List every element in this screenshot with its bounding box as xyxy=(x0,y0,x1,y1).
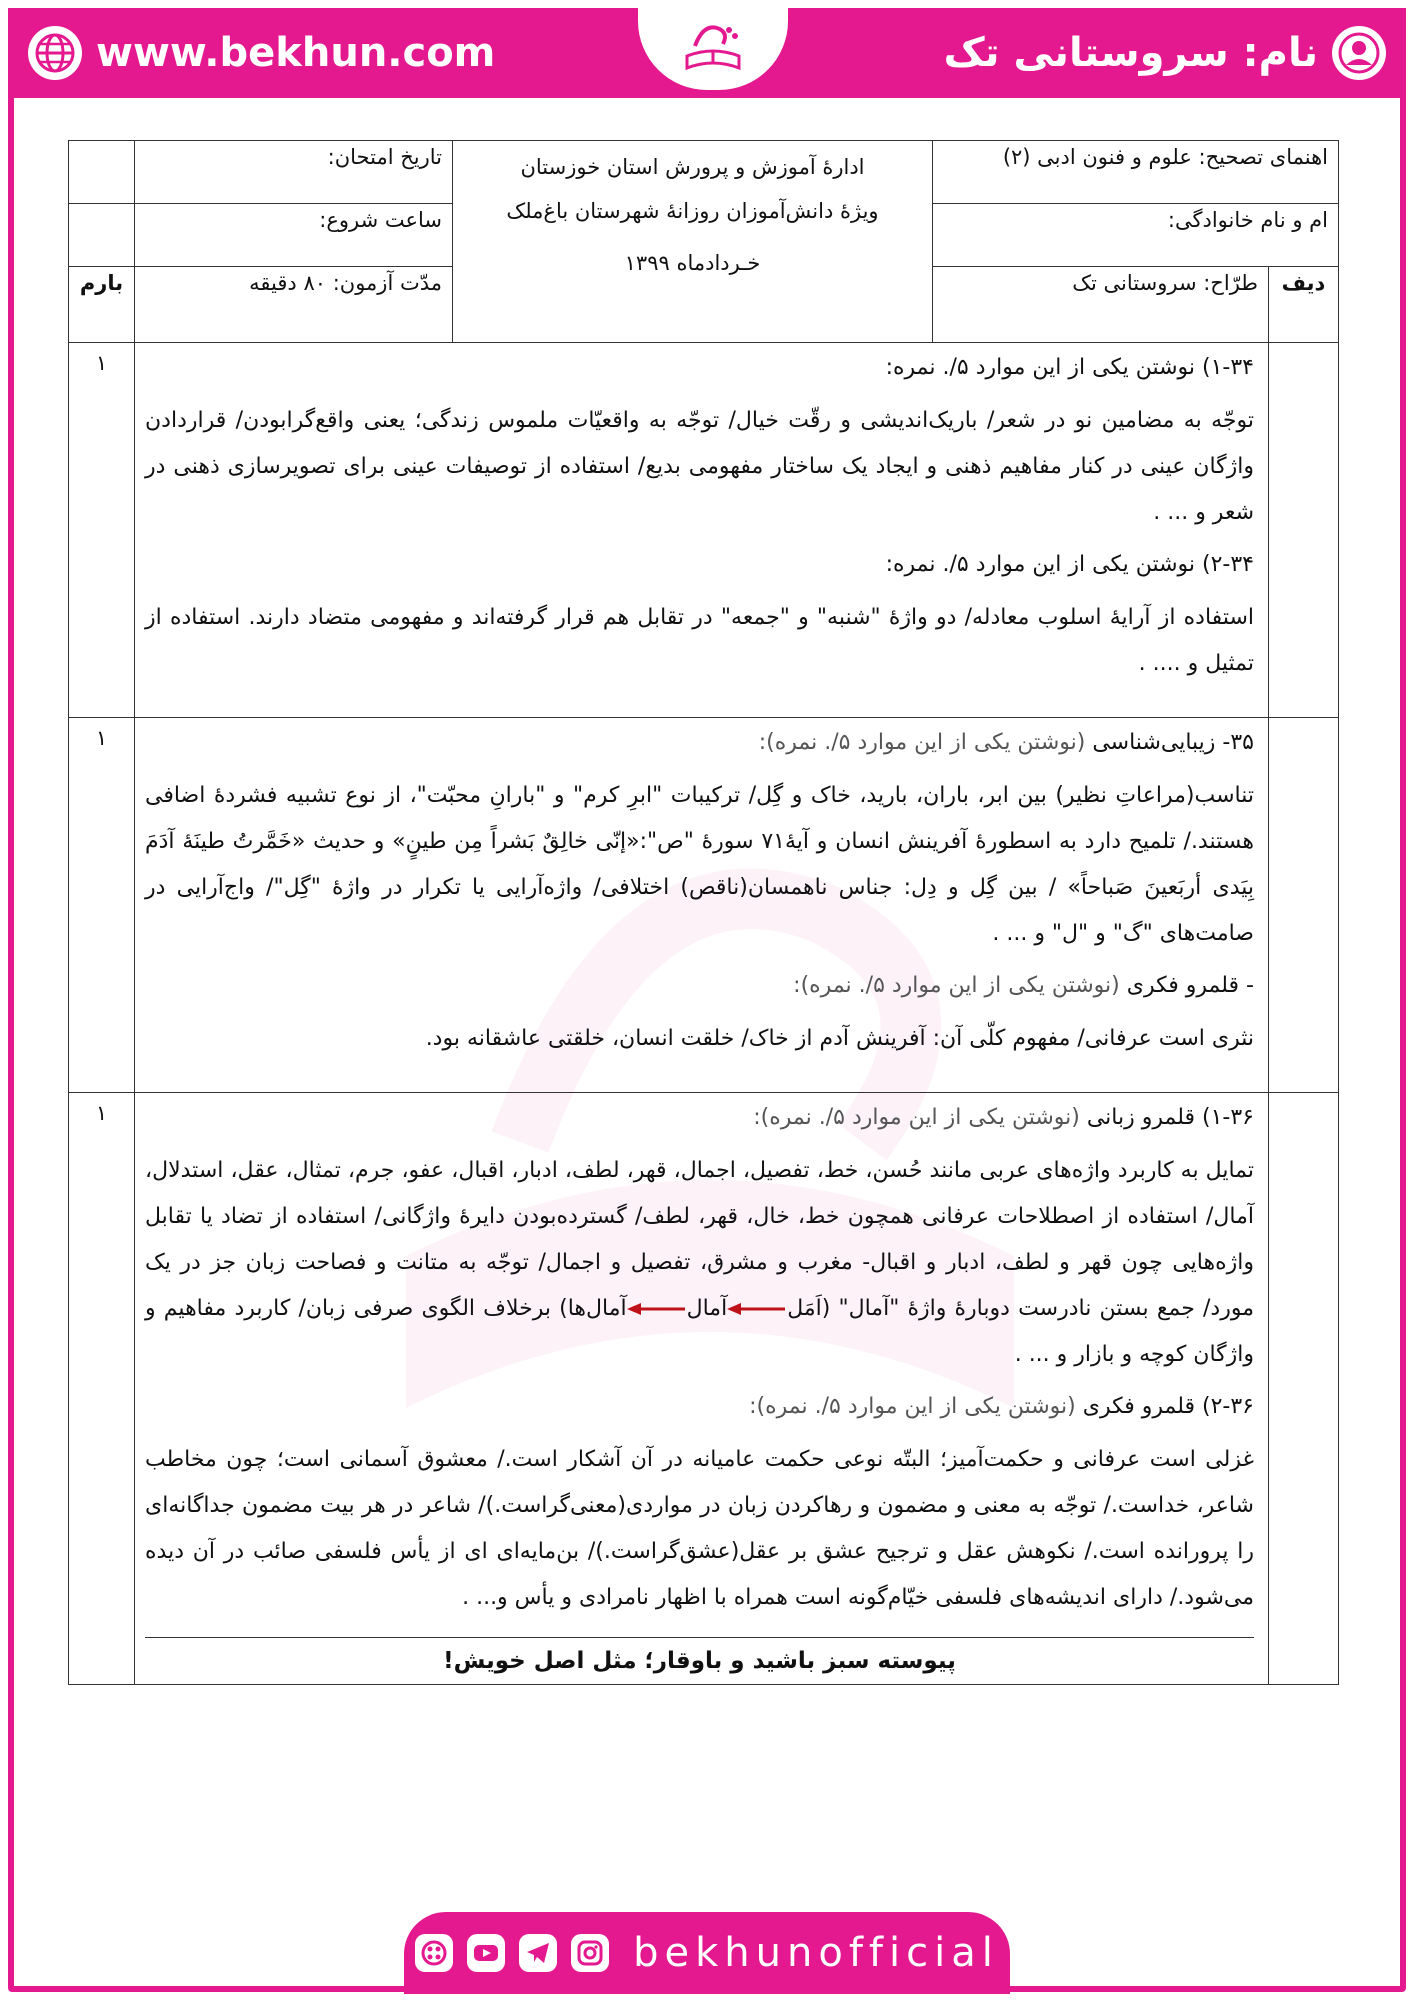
question-36 xyxy=(135,1093,1269,1685)
question-title: ۱-۳۴) نوشتن یکی از این موارد ۵/. نمره: xyxy=(885,355,1254,380)
answer-text: توجّه به مضامین نو در شعر/ باریک‌اندیشی و رقّت خیال/ توجّه به واقعیّات ملموس زندگی؛ یعنی واقع‌گرابودن/ قراردادن واژگان عینی در کنار مفاهیم ذهنی و ایجاد یک ساختار مفهومی بدیع/ استفاده از توصیفات عینی برای تصویرسازی ذهنی در شعر و ... . xyxy=(145,408,1254,525)
date-label: تاریخ امتحان: xyxy=(135,141,453,204)
arrow-left-icon xyxy=(627,1302,687,1316)
answer-text: تناسب(مراعاتِ نظیر) بین ابر، باران، بارید، خاک و گِل/ ترکیبات "ابرِ کرم" و "بارانِ محبّت"، از نوع تشبیه فشردهٔ اضافی هستند./ تلمیح دارد به اسطورهٔ آفرینش انسان و آیهٔ۷۱ سورهٔ "ص":«إنّی خالِقٌ بَشراً مِن طینٍ» و حدیث «خَمَّرتُ طینَهٔ آدَمَ بِیَدی أربَعینَ صَباحاً» / بین گِل و دِل: جناس ناهمسان(ناقص) اختلافی/ واژه‌آرایی یا تکرار در واژهٔ "گِل"/ واج‌آرایی در صامت‌های "گ" و "ل" و ... . xyxy=(145,783,1254,946)
author-name-text: نام: سروستانی تک xyxy=(943,30,1318,76)
question-title: ۲-۳۴) نوشتن یکی از این موارد ۵/. نمره: xyxy=(885,552,1254,577)
question-title: ۲-۳۶) قلمرو فکری xyxy=(1082,1394,1254,1419)
duration: مدّت آزمون: ۸۰ دقیقه xyxy=(135,267,453,343)
answer-text: استفاده از آرایهٔ اسلوب معادله/ دو واژهٔ "شنبه" و "جمعه" در تقابل هم قرار گرفته‌اند و مفهومی متضاد دارند. استفاده از تمثیل و .... . xyxy=(145,605,1254,676)
exam-center-info xyxy=(453,141,933,343)
social-bar xyxy=(404,1912,1010,1994)
question-title: ۱-۳۶) قلمرو زبانی xyxy=(1086,1105,1254,1130)
author-name xyxy=(944,24,1386,82)
designer: طرّاح: سروستانی تک xyxy=(933,267,1269,343)
aparat-icon[interactable] xyxy=(415,1934,453,1972)
question-35 xyxy=(135,718,1269,1093)
exam-date: خـردادماه ۱۳۹۹ xyxy=(624,251,761,275)
question-points: (نوشتن یکی از این موارد ۵/. نمره): xyxy=(753,1105,1087,1130)
score-value: ۱ xyxy=(69,1093,135,1685)
answer-text: نثری است عرفانی/ مفهوم کلّی آن: آفرینش آدم از خاک/ خلقت انسان، خلقتی عاشقانه بود. xyxy=(425,1026,1254,1051)
dept-name: ادارهٔ آموزش و پرورش استان خوزستان xyxy=(520,155,865,179)
telegram-icon[interactable] xyxy=(519,1934,557,1972)
score-value: ۱ xyxy=(69,343,135,718)
question-points: (نوشتن یکی از این موارد ۵/. نمره): xyxy=(758,730,1093,755)
question-points: (نوشتن یکی از این موارد ۵/. نمره): xyxy=(793,973,1127,998)
exam-answer-table xyxy=(68,140,1339,1685)
start-label: ساعت شروع: xyxy=(135,204,453,267)
question-34 xyxy=(135,343,1269,718)
question-points: (نوشتن یکی از این موارد ۵/. نمره): xyxy=(749,1394,1083,1419)
school-name: ویژهٔ دانش‌آموزان روزانهٔ شهرستان باغ‌ملک xyxy=(506,199,879,223)
arrow-left-icon xyxy=(727,1302,787,1316)
answer-text: تمایل به کاربرد واژه‌های عربی مانند حُسن، خط، تفصیل، اجمال، قهر، لطف، ادبار، اقبال، عفو، جرم، تمثال، عقل، استدلال، آمال/ استفاده از اصطلاحات عرفانی همچون خط، خال، قهر، لطف/ گسترده‌بودن دایرهٔ واژگانی/ استفاده از تضاد یا تقابل واژه‌هایی چون قهر و لطف، ادبار و اقبال- مغرب و مشرق، تفصیل و اجمال/ توجّه به متانت و فصاحت زبان جز در یک مورد/ جمع بستن نادرست دوبارهٔ واژهٔ "آمال" (اَمَلآمالآمال‌ها) برخلاف الگوی صرفی زبان/ کاربرد مفاهیم و واژگان کوچه و بازار و ... . xyxy=(145,1158,1254,1367)
question-title: - قلمرو فکری xyxy=(1126,973,1254,998)
score-column-label: بارم xyxy=(69,267,135,343)
site-link[interactable] xyxy=(28,24,495,82)
question-title: ۳۵- زیبایی‌شناسی xyxy=(1092,730,1254,755)
instagram-icon[interactable] xyxy=(571,1934,609,1972)
site-url: www.bekhun.com xyxy=(96,30,496,76)
user-icon xyxy=(1332,26,1386,80)
student-name-label: ام و نام خانوادگی: xyxy=(933,204,1339,267)
exam-title: اهنمای تصحیح: علوم و فنون ادبی (۲) xyxy=(933,141,1339,204)
footer-motto: پیوسته سبز باشید و باوقار؛ مثل اصل خویش! xyxy=(145,1637,1254,1684)
social-handle[interactable]: bekhunofficial xyxy=(633,1930,999,1976)
globe-icon xyxy=(28,26,82,80)
score-value: ۱ xyxy=(69,718,135,1093)
answer-text: غزلی است عرفانی و حکمت‌آمیز؛ البتّه نوعی حکمت عامیانه در آن آشکار است./ معشوق آسمانی است؛ چون مخاطب شاعر، خداست./ توجّه به معنی و مضمون و رهاکردن زبان در مواردی(معنی‌گراست.)/ شاعر در هر بیت مضمون جداگانه‌ای را پرورانده است./ نکوهش عقل و ترجیح عشق بر عقل(عشق‌گراست.)/ بن‌مایه‌ای ای از یأس فلسفی صائب در آن دیده می‌شود./ دارای اندیشه‌های فلسفی خیّام‌گونه است همراه با اظهار نامرادی و یأس و... . xyxy=(145,1447,1254,1610)
row-column-label: دیف xyxy=(1269,267,1339,343)
book-logo-icon xyxy=(673,16,753,82)
youtube-icon[interactable] xyxy=(467,1934,505,1972)
